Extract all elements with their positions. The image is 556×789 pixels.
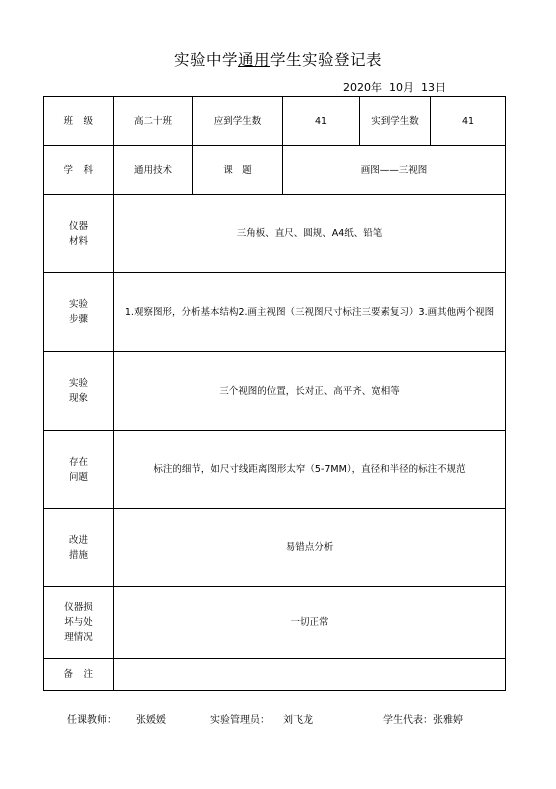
title-form-name: 学生实验登记表	[270, 51, 383, 69]
row-improvement	[44, 509, 506, 587]
manager-name: 刘飞龙	[283, 715, 313, 726]
phenomenon-value[interactable]: 三个视图的位置，长对正、高平齐、宽相等	[114, 352, 506, 431]
row-problems	[44, 431, 506, 509]
damage-label: 仪器损 坏与处 理情况	[44, 587, 114, 659]
improvement-value[interactable]: 易错点分析	[114, 509, 506, 587]
topic-label: 课 题	[193, 146, 283, 195]
expected-students-value[interactable]: 41	[283, 97, 360, 146]
steps-value[interactable]: 1.观察图形，分析基本结构2.画主视图（三视图尺寸标注三要素复习）3.画其他两个视图	[114, 273, 506, 352]
expected-students-label: 应到学生数	[193, 97, 283, 146]
date-day: 13日	[421, 81, 446, 94]
row-subject	[44, 146, 506, 195]
damage-value[interactable]: 一切正常	[114, 587, 506, 659]
title-subject: 通用	[237, 51, 270, 69]
equipment-label: 仪器 材料	[44, 195, 114, 273]
row-phenomenon	[44, 352, 506, 431]
row-damage	[44, 587, 506, 659]
remarks-value[interactable]	[114, 659, 506, 691]
row-equipment	[44, 195, 506, 273]
improvement-label: 改进 措施	[44, 509, 114, 587]
date-year: 2020年	[343, 81, 382, 94]
row-class	[44, 97, 506, 146]
topic-value[interactable]: 画图——三视图	[283, 146, 506, 195]
row-remarks	[44, 659, 506, 691]
manager-label: 实验管理员：	[210, 715, 270, 726]
teacher-label: 任课教师：	[67, 715, 117, 726]
equipment-value[interactable]: 三角板、直尺、圆规、A4纸、铅笔	[114, 195, 506, 273]
date-month: 10月	[389, 81, 414, 94]
phenomenon-label: 实验 现象	[44, 352, 114, 431]
student-representative: 学生代表：张雅婷	[383, 715, 463, 726]
actual-students-label: 实到学生数	[360, 97, 431, 146]
page-title	[0, 48, 556, 70]
subject-label: 学 科	[44, 146, 114, 195]
title-school: 实验中学	[173, 51, 238, 69]
teacher-name: 张媛媛	[136, 715, 166, 726]
class-value[interactable]: 高二十班	[114, 97, 193, 146]
problems-value[interactable]: 标注的细节，如尺寸线距离图形太窄（5-7MM），直径和半径的标注不规范	[114, 431, 506, 509]
actual-students-value[interactable]: 41	[431, 97, 506, 146]
steps-label: 实验 步骤	[44, 273, 114, 352]
subject-value[interactable]: 通用技术	[114, 146, 193, 195]
remarks-label: 备 注	[44, 659, 114, 691]
date-line	[0, 79, 446, 95]
row-steps	[44, 273, 506, 352]
registration-table	[43, 96, 506, 691]
class-label: 班 级	[44, 97, 114, 146]
problems-label: 存在 问题	[44, 431, 114, 509]
